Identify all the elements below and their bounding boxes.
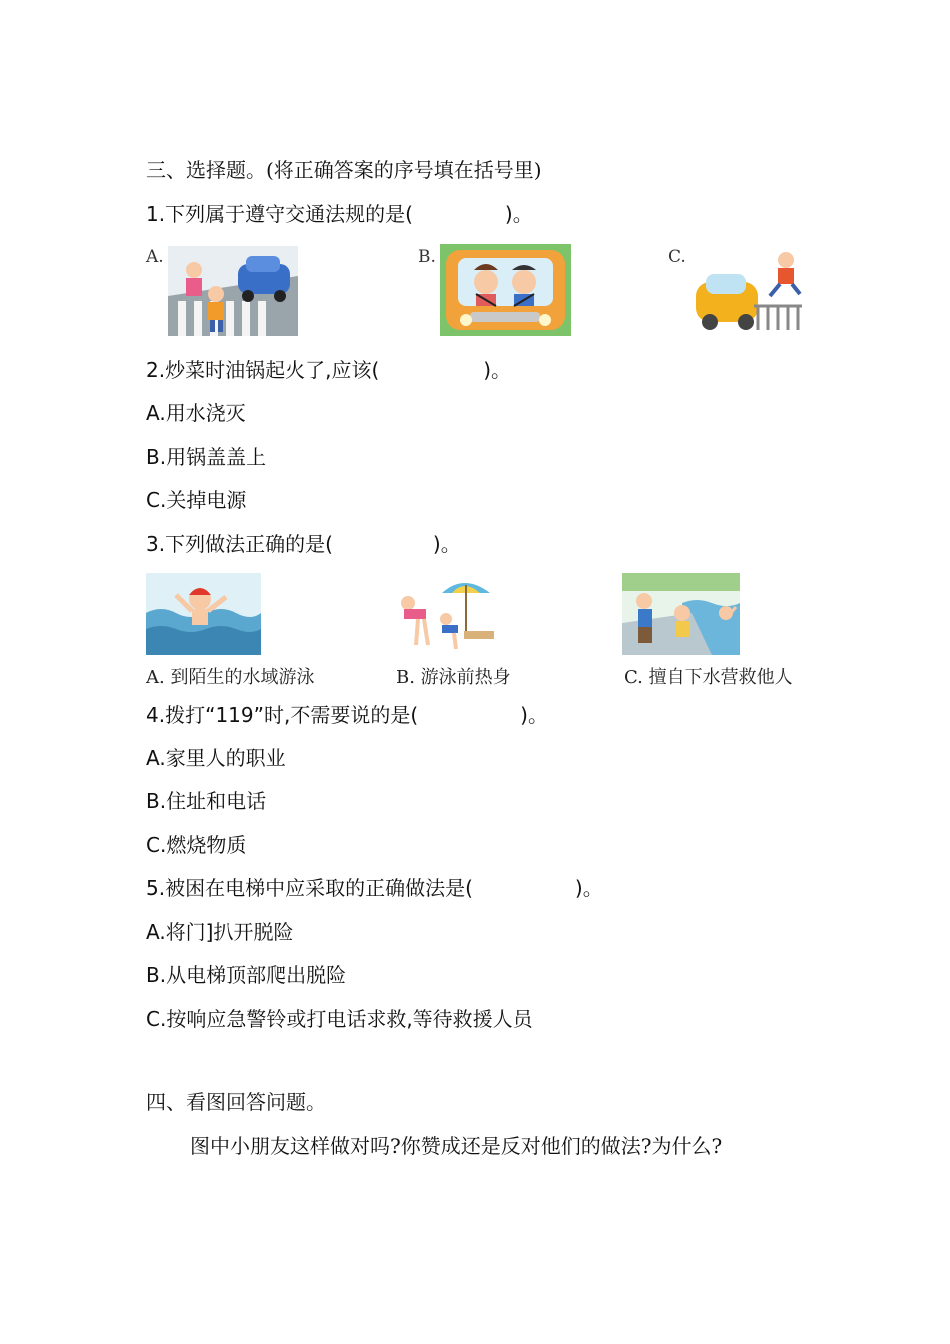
q5-option-c: C.按响应急警铃或打电话求救,等待救援人员 [146, 1007, 533, 1031]
car-seatbelt-picture-icon [440, 244, 571, 336]
q5-close: )。 [574, 876, 603, 900]
q5-stem [146, 875, 603, 901]
crosswalk-picture-icon [168, 246, 298, 336]
q2-option-b: B.用锅盖盖上 [146, 445, 267, 469]
q4-option-c: C.燃烧物质 [146, 833, 247, 857]
q3-caption-a: A. 到陌生的水域游泳 [146, 667, 315, 688]
jump-fence-picture-icon [692, 246, 804, 336]
q4-stem-text: 4.拨打“119”时,不需要说的是( [146, 703, 419, 727]
q1-close: )。 [504, 202, 533, 226]
section4-title: 四、看图回答问题。 [146, 1090, 326, 1114]
q2-option-c: C.关掉电源 [146, 488, 247, 512]
q4-stem [146, 702, 548, 728]
q3-stem-text: 3.下列做法正确的是( [146, 532, 333, 556]
q1-option-a-label: A. [146, 247, 164, 267]
warm-up-picture-icon [394, 573, 502, 655]
rescue-picture-icon [622, 573, 740, 655]
q2-close: )。 [483, 358, 512, 382]
q1-option-b-label: B. [418, 247, 436, 267]
q1-stem-text: 1.下列属于遵守交通法规的是( [146, 202, 413, 226]
q5-option-a: A.将门]扒开脱险 [146, 920, 294, 944]
q3-close: )。 [432, 532, 461, 556]
q5-option-b: B.从电梯顶部爬出脱险 [146, 963, 347, 987]
section3-title: 三、选择题。(将正确答案的序号填在括号里) [146, 158, 542, 182]
q4-option-b: B.住址和电话 [146, 789, 267, 813]
swimming-danger-picture-icon [146, 573, 261, 655]
q1-option-c-label: C. [668, 247, 686, 267]
q3-caption-b: B. 游泳前热身 [396, 667, 511, 688]
q3-stem [146, 531, 461, 557]
q2-option-a: A.用水浇灭 [146, 401, 246, 425]
q2-stem [146, 357, 511, 383]
q1-stem [146, 201, 533, 227]
q4-option-a: A.家里人的职业 [146, 746, 286, 770]
q3-caption-c: C. 擅自下水营救他人 [624, 667, 793, 688]
q5-stem-text: 5.被困在电梯中应采取的正确做法是( [146, 876, 473, 900]
q4-close: )。 [520, 703, 548, 727]
q2-stem-text: 2.炒菜时油锅起火了,应该( [146, 358, 380, 382]
section4-prompt: 图中小朋友这样做对吗?你赞成还是反对他们的做法?为什么? [190, 1134, 723, 1158]
